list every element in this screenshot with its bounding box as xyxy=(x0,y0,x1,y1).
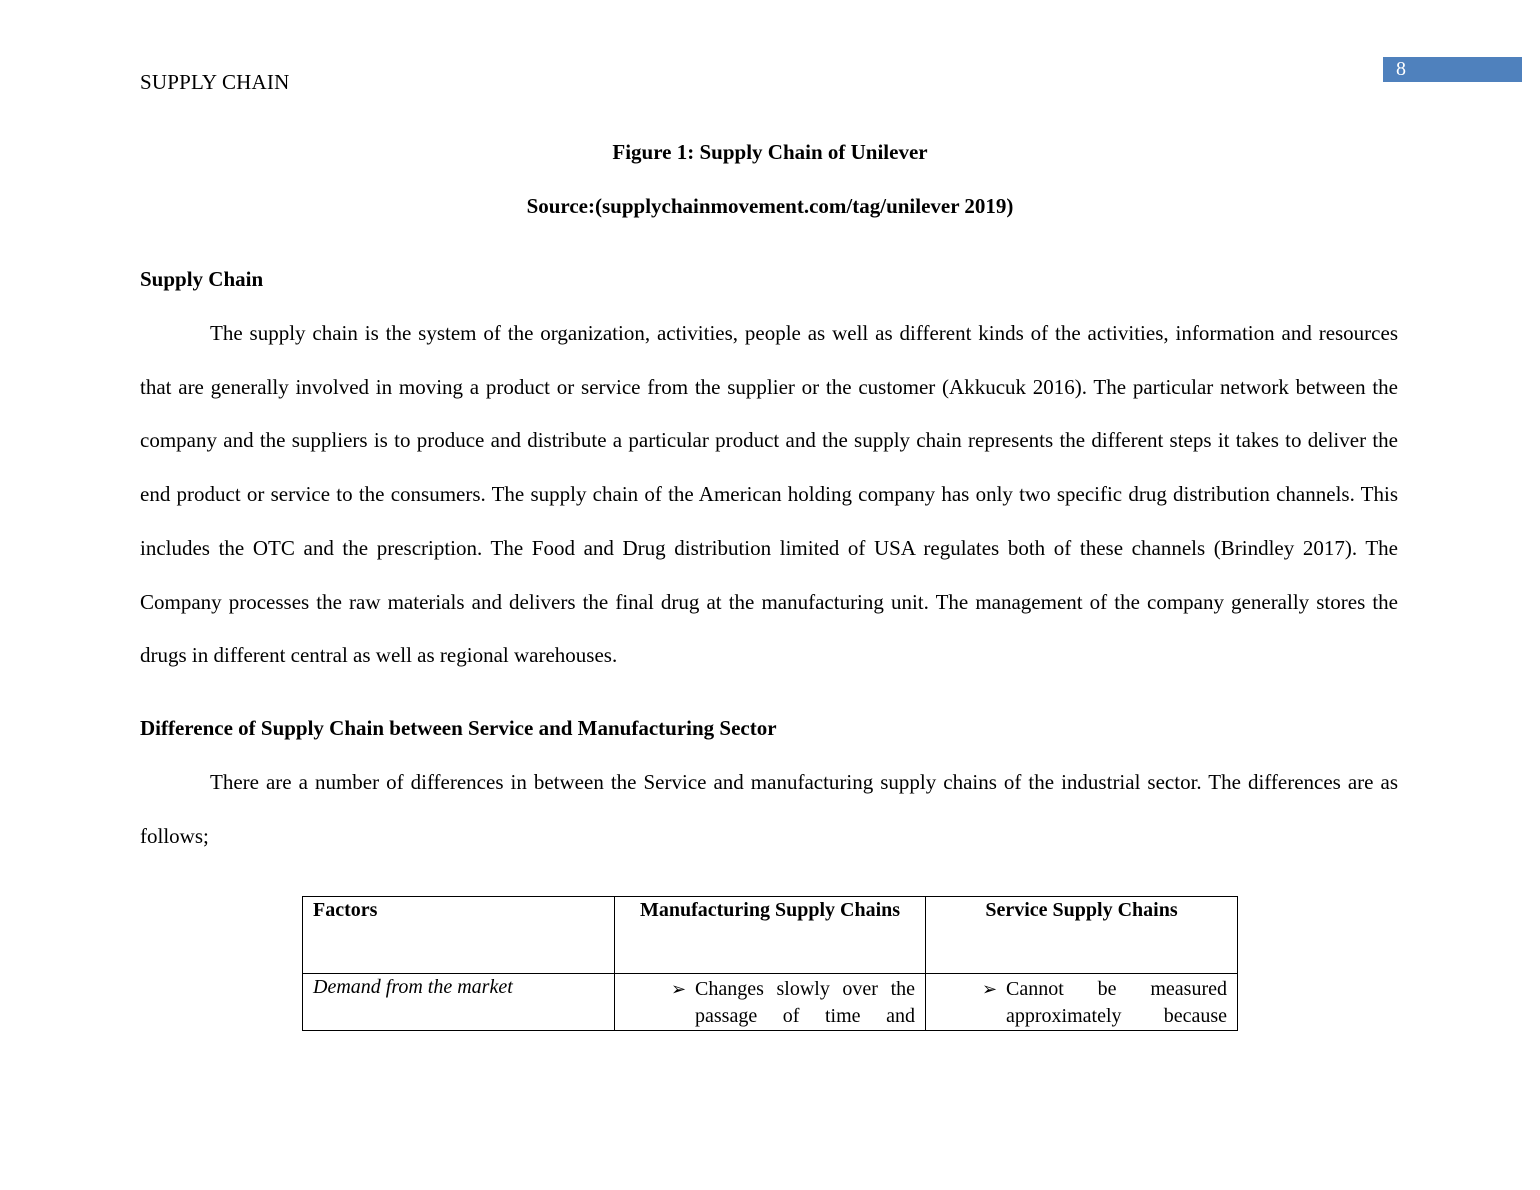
arrowhead-bullet-icon: ➢ xyxy=(671,979,687,1000)
table-header-service: Service Supply Chains xyxy=(926,897,1238,974)
figure-source: Source:(supplychainmovement.com/tag/unilever 2019) xyxy=(526,194,1014,218)
table-header-manufacturing: Manufacturing Supply Chains xyxy=(615,897,926,974)
bullet-text-manufacturing: Changes slowly over the passage of time and xyxy=(695,978,915,1027)
table-cell-manufacturing xyxy=(615,974,926,1031)
paragraph-supply-chain: The supply chain is the system of the organization, activities, people as well as different kinds of the activities, information and resources that are generally involved in moving a product or service from the supplier or the customer (Akkucuk 2016). The particular network between the company and the suppliers is to produce and distribute a particular product and the supply chain represents the different steps it takes to deliver the end product or service to the consumers. The supply chain of the American holding company has only two specific drug distribution channels. This includes the OTC and the prescription. The Food and Drug distribution limited of USA regulates both of these channels (Brindley 2017). The Company processes the raw materials and delivers the final drug at the manufacturing unit. The management of the company generally stores the drugs in different central as well as regional warehouses. xyxy=(140,321,1398,668)
page-number: 8 xyxy=(1383,57,1522,82)
figure-caption: Figure 1: Supply Chain of Unilever xyxy=(612,140,928,164)
table-cell-factor: Demand from the market xyxy=(303,974,615,1031)
arrowhead-bullet-icon: ➢ xyxy=(982,979,998,1000)
table-header-factors: Factors xyxy=(303,897,615,974)
section-heading-supply-chain: Supply Chain xyxy=(140,267,264,291)
table-row xyxy=(303,974,1238,1031)
differences-table xyxy=(302,896,1238,1031)
table-header-row xyxy=(303,897,1238,974)
section-heading-difference: Difference of Supply Chain between Service and Manufacturing Sector xyxy=(140,716,777,740)
table-cell-service xyxy=(926,974,1238,1031)
bullet-text-service: Cannot be measured approximately because xyxy=(1006,978,1227,1027)
paragraph-difference: There are a number of differences in between the Service and manufacturing supply chains of the industrial sector. The differences are as follows; xyxy=(140,770,1398,848)
running-header: SUPPLY CHAIN xyxy=(140,70,290,94)
